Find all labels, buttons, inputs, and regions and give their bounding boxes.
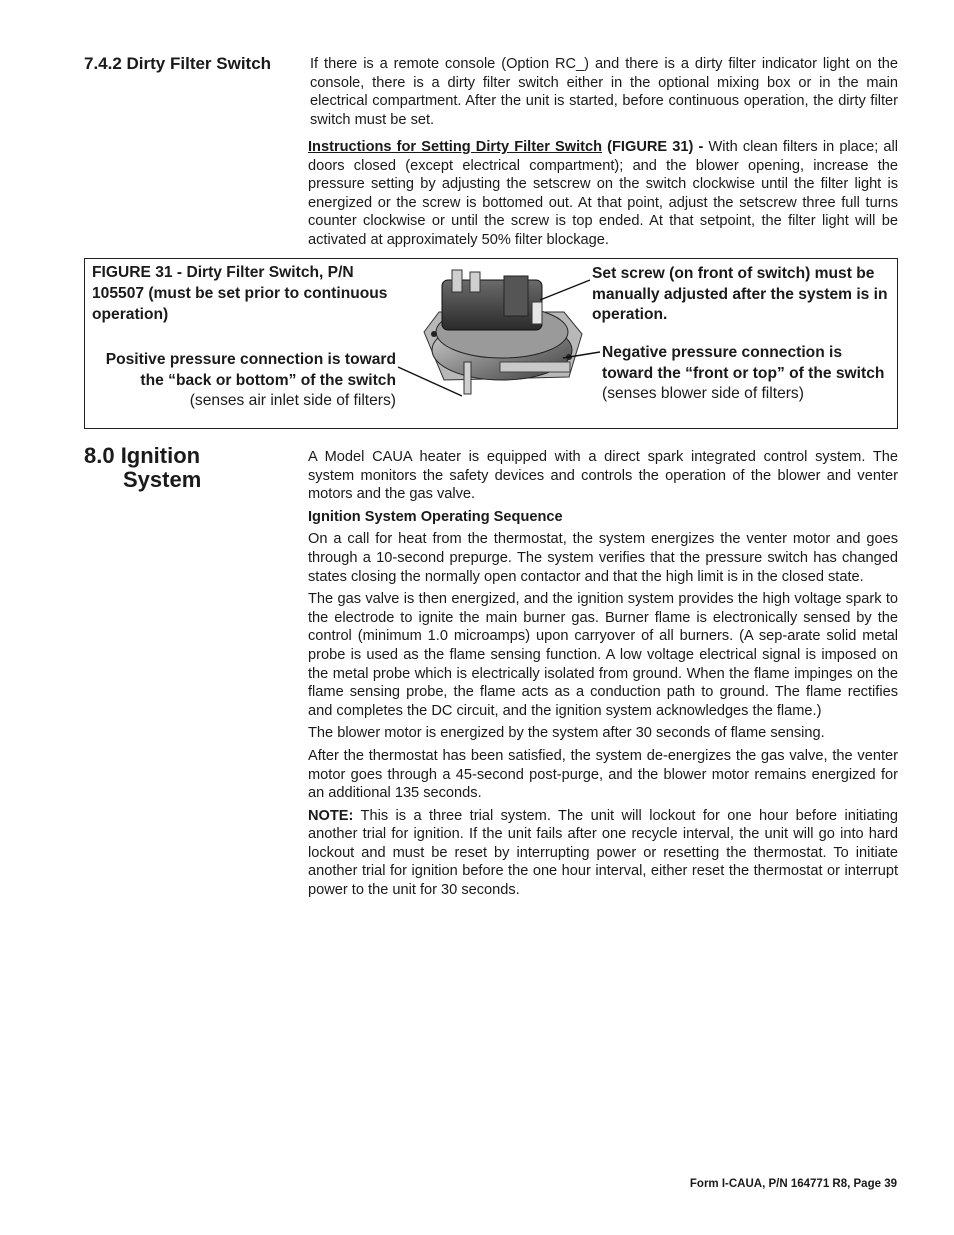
section-8-heading-line1: 8.0 Ignition <box>84 443 201 468</box>
figure-31-caption: FIGURE 31 - Dirty Filter Switch, P/N 105507 (must be set prior to continuous operation) <box>92 264 388 323</box>
sequence-paragraph-2: The gas valve is then energized, and the ignition system provides the high voltage spark to the electrode to ignite the main burner gas. Burner flame is electronically sensed by the control (minimum 1.0 microamps) upon carryover of all burners. (A sep-arate solid metal probe is used as the flame sensing function. A low voltage electrical signal is imposed on the metal probe which is electrically isolated from ground. When the flame impinges on the flame sensing probe, the flame acts as a conduction path to ground. The flame rectifies and completes the DC circuit, and the ignition system acknowledges the flame.) <box>308 591 898 719</box>
instructions-title: Instructions for Setting Dirty Filter Switch <box>308 139 603 155</box>
instructions-figure-ref: (FIGURE 31) - <box>602 139 709 155</box>
sequence-paragraph-1: On a call for heat from the thermostat, the system energizes the venter motor and goes through a 10-second prepurge. The system verifies that the pressure switch has changed states closing the normally open contactor and that the high limit is in the closed state. <box>308 531 898 585</box>
section-7-4-2-heading: 7.4.2 Dirty Filter Switch <box>84 54 272 73</box>
sequence-paragraph-4: After the thermostat has been satisfied, the system de-energizes the gas valve, the venter motor goes through a 45-second post-purge, and the blower motor remains energized for an additional 135 seconds. <box>308 747 898 802</box>
dirty-filter-intro-paragraph: If there is a remote console (Option RC_) and there is a dirty filter indicator light on the console, there is a dirty filter switch either in the optional mixing box or in the main electrical compartment. After the unit is started, before continuous operation, the dirty filter switch must be set. <box>310 56 898 128</box>
positive-pressure-label <box>100 350 396 412</box>
note-label: NOTE: <box>308 807 354 824</box>
positive-pressure-note: (senses air inlet side of filters) <box>189 392 396 409</box>
note-paragraph <box>308 807 898 900</box>
negative-pressure-note: (senses blower side of filters) <box>602 385 804 402</box>
instructions-body: With clean filters in place; all doors closed (except electrical compartment); and the blower opening, increase the pressure setting by adjusting the setscrew on the switch clockwise until the filter light is energized or the screw is bottomed out. At that point, adjust the setscrew three full turns counter clockwise or until the screw is top ended. At that setpoint, the filter light will be activated at approximately 50% filter blockage. <box>308 139 898 248</box>
page-footer: Form I-CAUA, P/N 164771 R8, Page 39 <box>689 1178 897 1190</box>
sequence-paragraph-3: The blower motor is energized by the system after 30 seconds of flame sensing. <box>308 725 825 742</box>
negative-pressure-label <box>602 343 894 405</box>
set-screw-label: Set screw (on front of switch) must be manually adjusted after the system is in operation. <box>592 265 888 323</box>
section-8-heading <box>84 444 201 492</box>
note-body: This is a three trial system. The unit will lockout for one hour before initiating another trial for ignition. If the unit fails after one recycle interval, the unit will go into hard lockout and must be reset by interrupting power or resetting the thermostat. To initiate another trial for ignition before the one hour interval, either reset the thermostat or interrupt power to the unit for 30 seconds. <box>308 807 898 899</box>
operating-sequence-subheading: Ignition System Operating Sequence <box>308 508 563 525</box>
ignition-system-body <box>308 448 898 904</box>
positive-pressure-bold: Positive pressure connection is toward the “back or bottom” of the switch <box>105 351 396 389</box>
ignition-intro: A Model CAUA heater is equipped with a direct spark integrated control system. The system monitors the safety devices and controls the operation of the blower and venter motors and the gas valve. <box>308 449 898 503</box>
section-8-heading-line2: System <box>123 467 202 492</box>
negative-pressure-bold: Negative pressure connection is toward the “front or top” of the switch <box>602 344 885 382</box>
